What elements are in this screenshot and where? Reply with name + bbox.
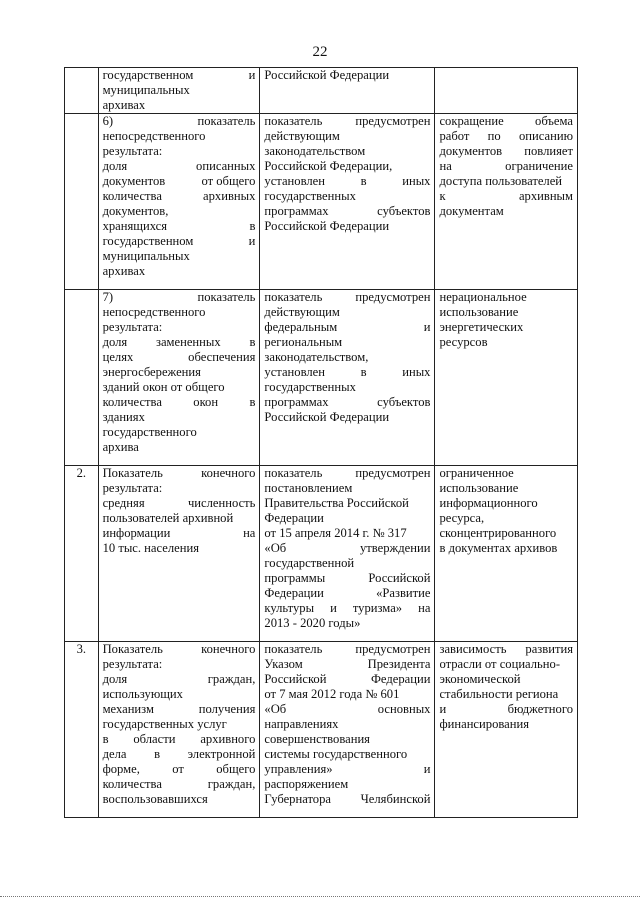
text-line: [103, 672, 256, 687]
word: документов: [102, 174, 166, 188]
text-line: [439, 642, 573, 657]
text-line: ограниченное: [439, 466, 514, 480]
text-line: [103, 159, 256, 174]
word: предусмотрен: [355, 114, 431, 128]
word: предусмотрен: [355, 642, 431, 656]
text-line: [439, 657, 573, 672]
text-line: [264, 642, 430, 657]
text-line: Федерации: [264, 511, 324, 525]
text-line: муниципальных: [102, 83, 190, 97]
text-line: [264, 762, 430, 777]
word: и: [248, 234, 256, 248]
word: количества: [102, 189, 162, 203]
text-line: [103, 526, 256, 541]
row-number-cell: [65, 114, 99, 290]
text-line: экономической: [439, 672, 521, 686]
word: окон: [193, 395, 219, 409]
word: количества: [102, 777, 162, 791]
word: архивных: [203, 189, 256, 203]
text-line: распоряжением: [264, 777, 349, 791]
text-line: [103, 395, 256, 410]
text-line: ресурсов: [439, 335, 488, 349]
word: программах: [264, 395, 329, 409]
indicator-cell: [98, 466, 260, 642]
row-number-cell: [65, 290, 99, 466]
text-line: [103, 68, 256, 83]
word: Правительства Российской: [264, 496, 409, 510]
word: от 7 мая 2012 года № 601: [264, 687, 400, 701]
text-line: [103, 496, 256, 511]
risk-cell: [435, 466, 578, 642]
word: Федерации: [370, 672, 431, 686]
text-line: Российской Федерации: [264, 410, 390, 424]
word: численность: [187, 496, 256, 510]
text-line: [264, 792, 430, 807]
table-row: [65, 114, 578, 290]
text-line: [264, 204, 430, 219]
word: иных: [402, 174, 431, 188]
text-line: государственных: [264, 189, 356, 203]
word: по: [487, 129, 501, 143]
legal-basis-cell: [260, 290, 435, 466]
word: конечного: [201, 466, 256, 480]
text-line: законодательством: [264, 144, 366, 158]
text-line: [103, 219, 256, 234]
word: общего: [216, 762, 256, 776]
text-line: [264, 687, 430, 702]
text-line: архивах: [102, 264, 146, 278]
row-number-cell: 2.: [65, 466, 99, 642]
word: граждан,: [207, 672, 256, 686]
text-line: региональным: [264, 335, 343, 349]
word: доля: [102, 159, 128, 173]
text-line: [103, 777, 256, 792]
legal-basis-cell: [260, 68, 435, 114]
word: от общего: [201, 174, 256, 188]
word: в: [249, 219, 256, 233]
text-line: [103, 114, 256, 129]
text-line: [103, 642, 256, 657]
text-line: энергосбережения: [102, 365, 201, 379]
text-line: результата:: [102, 481, 163, 495]
text-line: [264, 496, 430, 511]
legal-basis-cell: [260, 642, 435, 818]
text-line: [264, 601, 430, 616]
word: архивного: [200, 732, 256, 746]
text-line: государственного: [102, 425, 197, 439]
text-line: [264, 657, 430, 672]
text-line: [103, 717, 256, 732]
word: к: [439, 189, 446, 203]
text-line: воспользовавшихся: [102, 792, 208, 806]
word: программы: [264, 571, 326, 585]
word: Губернатора: [264, 792, 331, 806]
text-line: [264, 747, 430, 762]
word: количества: [102, 395, 162, 409]
word: показатель: [264, 114, 323, 128]
text-line: законодательством,: [264, 350, 369, 364]
word: работ: [439, 129, 470, 143]
word: замененных: [155, 335, 221, 349]
text-line: [264, 320, 430, 335]
text-line: результата:: [102, 144, 163, 158]
text-line: [264, 395, 430, 410]
word: объема: [535, 114, 573, 128]
text-line: [264, 672, 430, 687]
word: хранящихся: [102, 219, 168, 233]
text-line: [264, 541, 430, 556]
text-line: финансирования: [439, 717, 530, 731]
word: показатель: [197, 114, 256, 128]
text-line: [103, 466, 256, 481]
text-line: действующим: [264, 305, 340, 319]
risk-cell: [435, 642, 578, 818]
indicator-cell: [98, 642, 260, 818]
text-line: результата:: [102, 657, 163, 671]
page-number: 22: [312, 44, 328, 60]
text-line: [439, 702, 573, 717]
text-line: Российской Федерации,: [264, 159, 393, 173]
word: бюджетного: [507, 702, 573, 716]
text-line: [103, 511, 256, 526]
word: электронной: [187, 747, 256, 761]
word: предусмотрен: [355, 466, 431, 480]
word: форме,: [102, 762, 140, 776]
text-line: зданиях: [102, 410, 145, 424]
text-line: направлениях: [264, 717, 339, 731]
word: основных: [377, 702, 431, 716]
word: показатель: [264, 466, 323, 480]
text-line: действующим: [264, 129, 340, 143]
text-line: архива: [102, 440, 139, 454]
word: дела: [102, 747, 127, 761]
text-line: энергетических: [439, 320, 524, 334]
text-line: использование: [439, 305, 519, 319]
word: в: [154, 747, 161, 761]
word: информации: [102, 526, 171, 540]
table-row: [65, 642, 578, 818]
word: области: [133, 732, 176, 746]
text-line: [264, 290, 430, 305]
text-line: [103, 380, 256, 395]
word: доля: [102, 335, 128, 349]
risk-cell: [435, 114, 578, 290]
word: федеральным: [264, 320, 338, 334]
word: средняя: [102, 496, 145, 510]
word: доля: [102, 672, 128, 686]
word: развития: [525, 642, 573, 656]
word: в: [360, 174, 367, 188]
word: зависимость: [439, 642, 507, 656]
word: туризма»: [352, 601, 403, 615]
text-line: [439, 114, 573, 129]
word: и: [248, 68, 256, 82]
word: и: [423, 320, 431, 334]
text-line: ресурса,: [439, 511, 485, 525]
text-line: непосредственного: [102, 305, 206, 319]
text-line: [103, 762, 256, 777]
text-line: использующих: [102, 687, 183, 701]
word: иных: [402, 365, 431, 379]
legal-basis-cell: [260, 466, 435, 642]
row-number-cell: 3.: [65, 642, 99, 818]
text-line: [439, 159, 573, 174]
word: пользователей архивной: [102, 511, 234, 525]
word: на: [439, 159, 452, 173]
text-line: Российской Федерации: [264, 219, 390, 233]
word: отрасли от социально-: [439, 657, 561, 671]
text-line: [103, 747, 256, 762]
indicator-cell: [98, 68, 260, 114]
word: ограничение: [505, 159, 573, 173]
word: показатель: [197, 290, 256, 304]
text-line: [264, 466, 430, 481]
text-line: [103, 350, 256, 365]
text-line: в документах архивов: [439, 541, 558, 555]
text-line: [264, 526, 430, 541]
page-bottom-edge: [0, 896, 640, 897]
text-line: нерациональное: [439, 290, 527, 304]
word: зданий окон от общего: [102, 380, 225, 394]
word: и: [330, 601, 337, 615]
text-line: [264, 586, 430, 601]
word: программах: [264, 204, 329, 218]
word: от: [172, 762, 184, 776]
text-line: результата:: [102, 320, 163, 334]
table-row: [65, 68, 578, 114]
word: целях: [102, 350, 134, 364]
word: граждан,: [207, 777, 256, 791]
text-line: 2013 - 2020 годы»: [264, 616, 361, 630]
word: утверждении: [359, 541, 431, 555]
text-line: [439, 687, 573, 702]
text-line: [103, 335, 256, 350]
word: государственном: [102, 68, 194, 82]
word: архивным: [518, 189, 573, 203]
word: в: [102, 732, 109, 746]
text-line: [264, 114, 430, 129]
indicator-cell: [98, 114, 260, 290]
text-line: документам: [439, 204, 504, 218]
word: установлен: [264, 174, 325, 188]
word: Показатель: [102, 642, 163, 656]
word: «Развитие: [376, 586, 431, 600]
word: «Об: [264, 702, 287, 716]
word: государственном: [102, 234, 194, 248]
word: описанных: [196, 159, 256, 173]
table-row: [65, 466, 578, 642]
word: и: [439, 702, 447, 716]
text-line: Российской Федерации: [264, 68, 390, 82]
word: показатель: [264, 642, 323, 656]
text-line: [439, 189, 573, 204]
word: стабильности региона: [439, 687, 559, 701]
word: установлен: [264, 365, 325, 379]
word: в: [249, 335, 256, 349]
text-line: документов,: [102, 204, 169, 218]
text-line: постановлением: [264, 481, 353, 495]
text-line: [264, 174, 430, 189]
word: на: [418, 601, 431, 615]
word: предусмотрен: [355, 290, 431, 304]
word: и: [423, 762, 431, 776]
text-line: муниципальных: [102, 249, 190, 263]
text-line: [103, 174, 256, 189]
word: обеспечения: [188, 350, 256, 364]
text-line: совершенствования: [264, 732, 370, 746]
text-line: [103, 702, 256, 717]
word: Российской: [368, 571, 431, 585]
text-line: непосредственного: [102, 129, 206, 143]
row-number-cell: [65, 68, 99, 114]
word: повлияет: [524, 144, 573, 158]
text-line: архивах: [102, 98, 146, 112]
word: культуры: [264, 601, 315, 615]
word: Федерации: [264, 586, 324, 600]
text-line: информационного: [439, 496, 538, 510]
word: Российской: [264, 672, 327, 686]
legal-basis-cell: [260, 114, 435, 290]
word: от 15 апреля 2014 г. № 317: [264, 526, 407, 540]
text-line: 10 тыс. населения: [102, 541, 199, 555]
text-line: [439, 129, 573, 144]
text-line: [103, 189, 256, 204]
text-line: [264, 365, 430, 380]
text-line: использование: [439, 481, 519, 495]
word: «Об: [264, 541, 287, 555]
word: на: [243, 526, 256, 540]
text-line: государственной: [264, 556, 355, 570]
word: Показатель: [102, 466, 163, 480]
word: получения: [198, 702, 256, 716]
word: в: [249, 395, 256, 409]
word: управления»: [264, 762, 333, 776]
word: показатель: [264, 290, 323, 304]
word: государственных услуг: [102, 717, 227, 731]
word: конечного: [201, 642, 256, 656]
word: Челябинской: [360, 792, 431, 806]
word: сокращение: [439, 114, 504, 128]
word: 7): [102, 290, 114, 304]
word: Президента: [367, 657, 431, 671]
text-line: сконцентрированного: [439, 526, 557, 540]
word: описанию: [518, 129, 573, 143]
text-line: государственных: [264, 380, 356, 394]
word: субъектов: [377, 204, 431, 218]
text-line: [264, 571, 430, 586]
text-line: [103, 732, 256, 747]
word: системы государственного: [264, 747, 408, 761]
word: документов: [439, 144, 503, 158]
risk-cell: [435, 68, 578, 114]
indicator-cell: [98, 290, 260, 466]
text-line: доступа пользователей: [439, 174, 563, 188]
word: в: [360, 365, 367, 379]
word: 6): [102, 114, 114, 128]
word: механизм: [102, 702, 154, 716]
word: субъектов: [377, 395, 431, 409]
indicators-table: [64, 67, 578, 818]
text-line: [264, 702, 430, 717]
risk-cell: [435, 290, 578, 466]
text-line: [103, 234, 256, 249]
word: Указом: [264, 657, 303, 671]
text-line: [103, 290, 256, 305]
text-line: [439, 144, 573, 159]
table-row: [65, 290, 578, 466]
